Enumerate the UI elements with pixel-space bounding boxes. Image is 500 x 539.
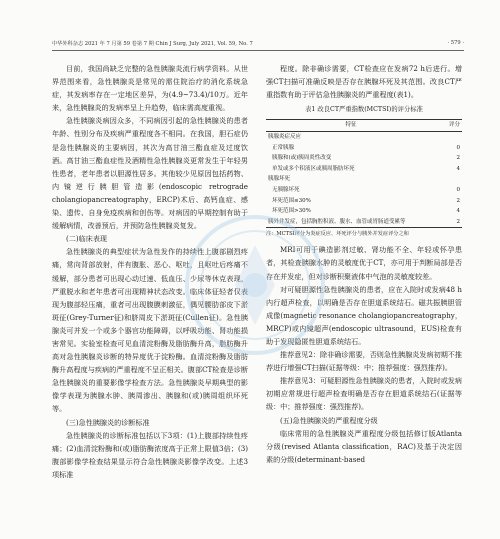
- table-cell-score: 2: [456, 218, 460, 225]
- paragraph: 推荐意见2：除非确诊需要，否则急性胰腺炎发病初期不推荐进行增强CT扫描(证据等级：中；推荐强度：强烈推荐)。: [266, 350, 462, 373]
- table-title: 表1 改良CT严重指数(MCTSI)的评分标准: [305, 106, 423, 114]
- table-cell-feature: 胰外并发症，包括胸腔积液、腹水、血管或胃肠道受累等: [268, 218, 406, 225]
- table-row: [266, 153, 462, 164]
- section-heading: (二)临床表现: [66, 234, 108, 244]
- table-cell-score: [436, 131, 462, 142]
- running-header: [52, 40, 464, 51]
- paragraph: 目前，我国尚缺乏完整的急性胰腺炎流行病学资料。从世界范围来看，急性胰腺炎是常见的需住院治疗的消化系统急症，其发病率存在一定地区差异，为(4.9~73.4)/10万。近年来，急性胰腺炎的发病率呈上升趋势，临床需高度重视。: [52, 64, 248, 113]
- left-column: [52, 62, 248, 481]
- table-cell-score: 0: [456, 186, 460, 193]
- table-cell-feature: 坏死范围>30%: [272, 208, 311, 215]
- paragraph: 对可疑胆源性急性胰腺炎的患者，应在入院时或发病48 h内行超声检查，以明确是否存在胆道系统结石。磁共振胰胆管成像(magnetic resonance cholangiopancreatography，MRCP)或内镜超声(endoscopic ultrasound，EUS)检查有助于发现隐匿性胆道系统结石。: [266, 284, 462, 346]
- table-row: [266, 217, 462, 228]
- paragraph: 程度。除非确诊需要，CT检查应在发病72 h后进行。增强CT扫描可准确反映是否存在胰腺坏死及其范围。改良CT严重指数有助于评估急性胰腺炎的严重程度(表1)。: [266, 64, 462, 100]
- paragraph: 临床常用的急性胰腺炎严重程度分级包括修订版Atlanta分级(revised Atlanta classification，RAC)及基于决定因素的分级(determinant-based: [266, 428, 462, 464]
- table-cell-feature: 胰腺和(或)胰周炎性改变: [272, 155, 332, 162]
- table-row: [266, 185, 462, 196]
- table-cell-score: 2: [456, 197, 460, 204]
- paragraph: 急性胰腺炎的诊断标准包括以下3项：(1)上腹部持续性疼痛；(2)血清淀粉酶和(或)脂肪酶浓度高于正常上限值3倍；(3)腹部影像学检查结果显示符合急性胰腺炎影像学改变。上述3项标准: [52, 430, 248, 479]
- table-cell-feature: 胰腺炎症反应: [268, 133, 302, 140]
- paragraph: 急性胰腺炎病因众多，不同病因引起的急性胰腺炎的患者年龄、性别分布及疾病严重程度各不相同。在我国，胆石症仍是急性胰腺炎的主要病因，其次为高甘油三酯血症及过度饮酒。高甘油三酯血症性及酒精性急性胰腺炎更常发生于年轻男性患者，老年患者以胆源性居多。其他较少见原因包括药物、内镜逆行胰胆管造影(endoscopic retrograde cholangiopancreatography，ERCP)术后、高钙血症、感染、遗传、自身免疫疾病和创伤等。对病因的早期控制有助于缓解病情，改善预后，并预防急性胰腺炎复发。: [52, 116, 248, 231]
- table-cell-score: 0: [456, 144, 460, 151]
- table-header-feature: 特征: [345, 122, 357, 129]
- page-number: · 579 ·: [447, 40, 464, 46]
- paragraph: 急性胰腺炎的典型症状为急性发作的持续性上腹部剧烈疼痛，常向背部放射，伴有腹胀、恶心、呕吐，且呕吐后疼痛不缓解，部分患者可出现心动过速、低血压、少尿等休克表现，严重脱水和老年患者可出现精神状态改变。临床体征轻者仅表现为腹部轻压痛，重者可出现腹膜刺激征，偶见腰肋部皮下淤斑征(Grey-Turner征)和脐周皮下淤斑征(Cullen征)。急性胰腺炎可并发一个或多个器官功能障碍，以呼吸功能、肾功能损害常见。实验室检查可见血清淀粉酶及脂肪酶升高，脂肪酶升高对急性胰腺炎诊断的特异度优于淀粉酶。血清淀粉酶及脂肪酶升高程度与疾病的严重程度不呈正相关。腹部CT检查是诊断急性胰腺炎的重要影像学检查方法。急性胰腺炎早期典型的影像学表现为胰腺水肿、胰周渗出、胰腺和(或)胰周组织坏死等。: [52, 247, 248, 414]
- right-column: [266, 62, 462, 466]
- mctsi-table: [266, 119, 462, 228]
- table-row: [266, 196, 462, 207]
- section-heading: (五)急性胰腺炎的严重程度分级: [280, 415, 378, 425]
- table-cell-feature: 单发或多个积液区或胰周脂肪坏死: [272, 165, 355, 172]
- table-row: [266, 143, 462, 154]
- table-row: [266, 131, 462, 142]
- table-cell-feature: 坏死范围≤30%: [272, 197, 311, 204]
- table-cell-score: 4: [456, 208, 460, 215]
- table-row: [266, 174, 462, 185]
- table-cell-feature: 正常胰腺: [272, 144, 295, 151]
- table-cell-score: [436, 174, 462, 185]
- table-cell-score: 4: [456, 165, 460, 172]
- right-column-top-text: [266, 62, 462, 101]
- table-note: 注：MCTSI评分为炎症反应、坏死评分与胰外并发症评分之和: [266, 231, 409, 238]
- right-column-bottom-text: [266, 243, 462, 466]
- journal-citation: 中华外科杂志 2021 年 7 月第 59 卷第 7 期 Chin J Surg, July 2021, Vol. 59, No. 7: [52, 41, 253, 47]
- table-header-row: [266, 120, 462, 132]
- section-heading: (三)急性胰腺炎的诊断标准: [66, 417, 150, 427]
- paragraph: 推荐意见3：可疑胆源性急性胰腺炎的患者，入院时或发病初期应常规进行超声检查明确是否存在胆道系统结石(证据等级：中；推荐强度：强烈推荐)。: [266, 376, 462, 412]
- table-cell-feature: 无胰腺坏死: [272, 186, 300, 193]
- table-cell-score: 2: [456, 155, 460, 162]
- table-cell-feature: 胰腺坏死: [268, 176, 291, 183]
- paragraph: MRI可用于碘造影剂过敏、肾功能不全、年轻或怀孕患者，其检查胰腺水肿的灵敏度优于CT，亦可用于判断局部是否存在并发症，但对诊断积聚液体中气泡的灵敏度较差。: [266, 245, 462, 281]
- table-header-score: 评分: [448, 122, 460, 129]
- table-row: [266, 206, 462, 217]
- table-row: [266, 164, 462, 175]
